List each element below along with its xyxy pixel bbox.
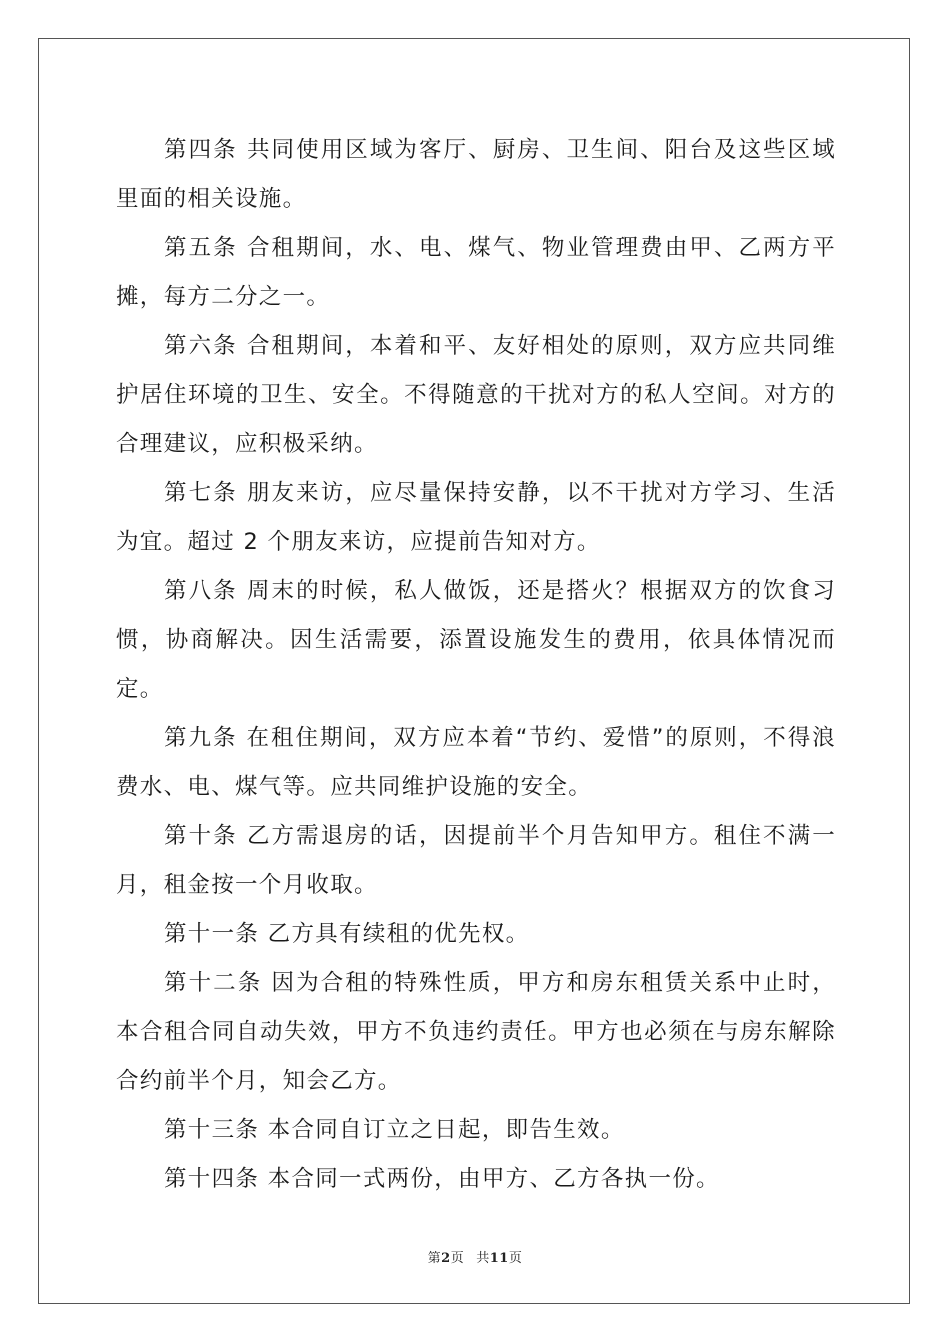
clause-text: 周末的时候，私人做饭，还是搭火？根据双方的饮食习惯，协商解决。因生活需要，添置设施发生的费用，依具体情况而定。 [116, 578, 837, 702]
clause-text: 乙方需退房的话，因提前半个月告知甲方。租住不满一月，租金按一个月收取。 [116, 823, 837, 898]
clause-10 [116, 812, 836, 910]
clause-4 [116, 126, 836, 224]
clause-7 [116, 469, 836, 567]
clause-text: 本合同自订立之日起，即告生效。 [267, 1117, 625, 1143]
clause-number: 第六条 [164, 333, 238, 359]
clause-5 [116, 224, 836, 322]
clause-number: 第十三条 [164, 1117, 260, 1143]
clause-number: 第七条 [164, 480, 238, 506]
clause-11 [116, 910, 836, 959]
clause-text: 共同使用区域为客厅、厨房、卫生间、阳台及这些区域里面的相关设施。 [116, 137, 837, 212]
clause-6 [116, 322, 836, 469]
clause-text: 因为合租的特殊性质，甲方和房东租赁关系中止时，本合租合同自动失效，甲方不负违约责任。甲方也必须在与房东解除合约前半个月，知会乙方。 [116, 970, 837, 1094]
clause-number: 第十二条 [164, 970, 263, 996]
clause-12 [116, 959, 836, 1106]
page-suffix: 页 [450, 1251, 465, 1266]
clause-number: 第四条 [164, 137, 238, 163]
page-footer [0, 1247, 950, 1266]
contract-body [116, 126, 836, 1204]
clause-14 [116, 1155, 836, 1204]
clause-number: 第十四条 [164, 1166, 260, 1192]
clause-text: 合租期间，水、电、煤气、物业管理费由甲、乙两方平摊，每方二分之一。 [116, 235, 837, 310]
page-prefix: 第 [427, 1251, 442, 1266]
page-number: 2 [441, 1251, 451, 1266]
clause-number: 第九条 [164, 725, 238, 751]
total-suffix: 页 [508, 1251, 523, 1266]
clause-number: 第十一条 [164, 921, 260, 947]
total-pages: 11 [489, 1251, 509, 1266]
clause-text: 在租住期间，双方应本着“节约、爱惜”的原则，不得浪费水、电、煤气等。应共同维护设施的安全。 [116, 725, 836, 800]
total-prefix: 共 [476, 1251, 490, 1266]
clause-text: 朋友来访，应尽量保持安静，以不干扰对方学习、生活为宜。超过 2 个朋友来访，应提前告知对方。 [116, 480, 837, 555]
clause-text: 合租期间，本着和平、友好相处的原则，双方应共同维护居住环境的卫生、安全。不得随意的干扰对方的私人空间。对方的合理建议，应积极采纳。 [116, 333, 837, 457]
clause-9 [116, 714, 836, 812]
clause-text: 本合同一式两份，由甲方、乙方各执一份。 [267, 1166, 720, 1192]
clause-text: 乙方具有续租的优先权。 [267, 921, 530, 947]
clause-number: 第八条 [164, 578, 238, 604]
clause-number: 第五条 [164, 235, 238, 261]
clause-number: 第十条 [164, 823, 238, 849]
clause-13 [116, 1106, 836, 1155]
clause-8 [116, 567, 836, 714]
